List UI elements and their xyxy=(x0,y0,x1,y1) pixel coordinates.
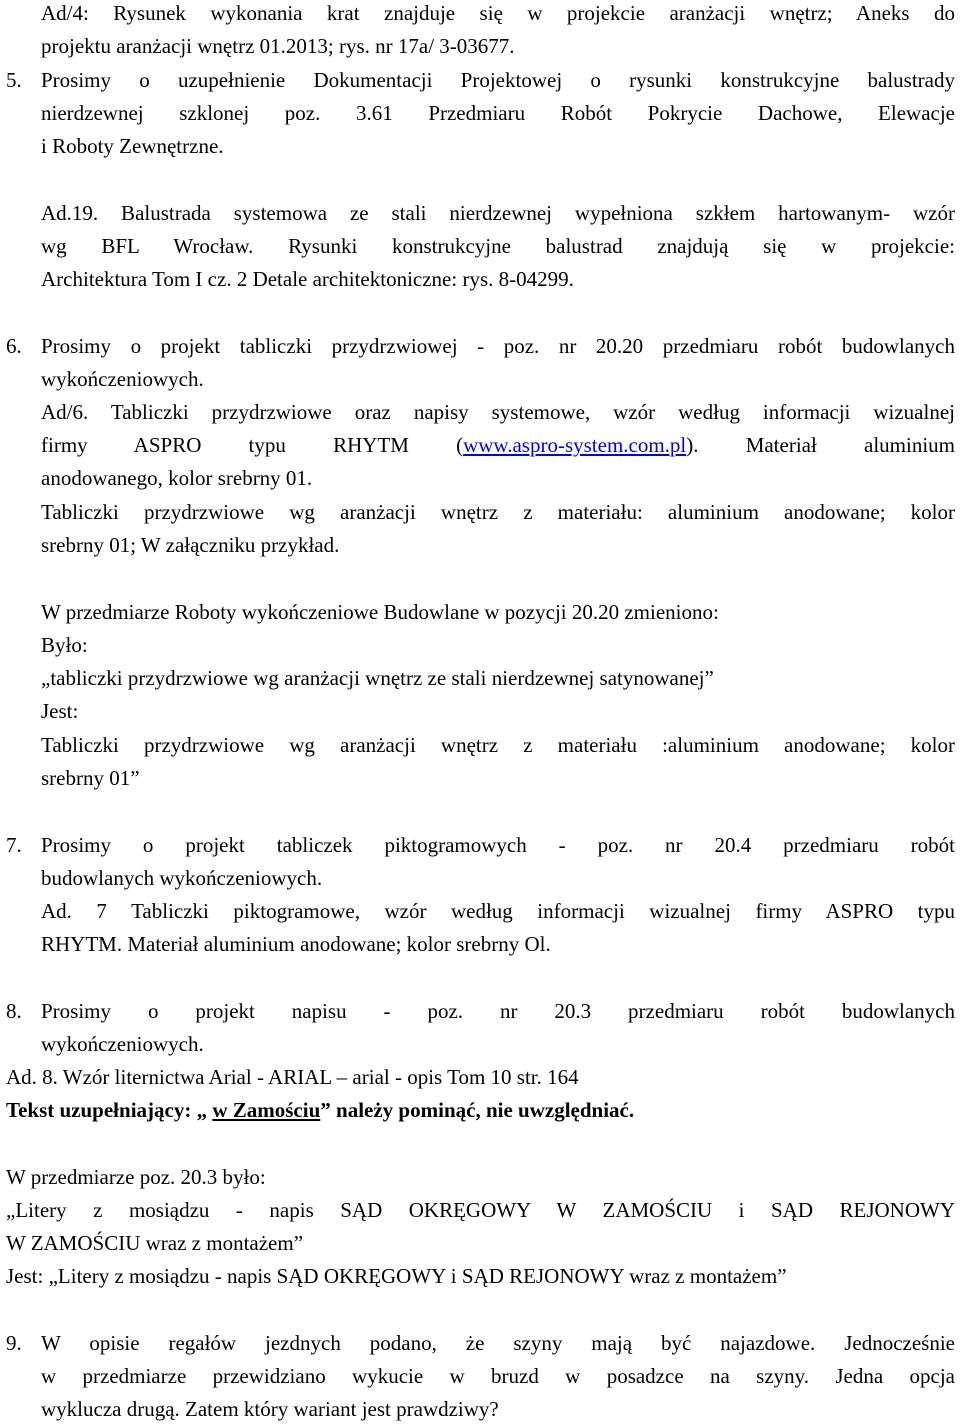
paragraph-line xyxy=(41,429,955,462)
paragraph-line: W przedmiarze poz. 20.3 było: xyxy=(6,1165,266,1189)
paragraph-line: w przedmiarze przewidziano wykucie w bruzd w posadzce na szyny. Jedna opcja xyxy=(41,1364,955,1388)
paragraph-line: Ad. 8. Wzór liternictwa Arial - ARIAL – arial - opis Tom 10 str. 164 xyxy=(6,1065,579,1089)
paragraph-line: „tabliczki przydrzwiowe wg aranżacji wnętrz ze stali nierdzewnej satynowanej” xyxy=(41,666,714,690)
item-number: 7. xyxy=(6,833,22,857)
paragraph-line: anodowanego, kolor srebrny 01. xyxy=(41,466,313,490)
paragraph-line: Ad.19. Balustrada systemowa ze stali nierdzewnej wypełniona szkłem hartowanym- wzór xyxy=(41,201,955,225)
underlined-text: w Zamościu xyxy=(212,1098,321,1122)
paragraph-line: projektu aranżacji wnętrz 01.2013; rys. nr 17a/ 3-03677. xyxy=(41,34,515,58)
paragraph-line: i Roboty Zewnętrzne. xyxy=(41,134,224,158)
paragraph-line: Prosimy o projekt tabliczek piktogramowych - poz. nr 20.4 przedmiaru robót xyxy=(41,833,955,857)
paragraph-line: Prosimy o projekt napisu - poz. nr 20.3 przedmiaru robót budowlanych xyxy=(41,999,955,1023)
paragraph-line: Jest: „Litery z mosiądzu - napis SĄD OKRĘGOWY i SĄD REJONOWY wraz z montażem” xyxy=(6,1264,787,1288)
line-text: firmy ASPRO typu RHYTM ( xyxy=(41,433,464,457)
paragraph-line: RHYTM. Materiał aluminium anodowane; kolor srebrny Ol. xyxy=(41,932,551,956)
paragraph-line: Prosimy o projekt tabliczki przydrzwiowej - poz. nr 20.20 przedmiaru robót budowlanych xyxy=(41,334,955,358)
paragraph-line: Ad/4: Rysunek wykonania krat znajduje się w projekcie aranżacji wnętrz; Aneks do xyxy=(41,1,955,25)
paragraph-line: budowlanych wykończeniowych. xyxy=(41,866,323,890)
paragraph-line: wg BFL Wrocław. Rysunki konstrukcyjne balustrad znajdują się w projekcie: xyxy=(41,234,955,258)
paragraph-line: nierdzewnej szklonej poz. 3.61 Przedmiaru Robót Pokrycie Dachowe, Elewacje xyxy=(41,101,955,125)
paragraph-line: Jest: xyxy=(41,699,79,723)
bold-text: Tekst uzupełniający: „ xyxy=(6,1098,213,1122)
item-number: 6. xyxy=(6,334,22,358)
paragraph-line: „Litery z mosiądzu - napis SĄD OKRĘGOWY W ZAMOŚCIU i SĄD REJONOWY xyxy=(6,1198,955,1222)
paragraph-line: Było: xyxy=(41,633,88,657)
paragraph-line: srebrny 01” xyxy=(41,766,140,790)
paragraph-line: Tabliczki przydrzwiowe wg aranżacji wnętrz z materiału: aluminium anodowane; kolor xyxy=(41,500,955,524)
paragraph-line: wykończeniowych. xyxy=(41,1032,204,1056)
item-number: 8. xyxy=(6,999,22,1023)
paragraph-line: Tabliczki przydrzwiowe wg aranżacji wnętrz z materiału :aluminium anodowane; kolor xyxy=(41,733,955,757)
paragraph-line: W opisie regałów jezdnych podano, że szyny mają być najazdowe. Jednocześnie xyxy=(41,1331,955,1355)
paragraph-line: Ad/6. Tabliczki przydrzwiowe oraz napisy systemowe, wzór według informacji wizualnej xyxy=(41,400,955,424)
aspro-website-link[interactable]: www.aspro-system.com.pl xyxy=(463,433,687,457)
paragraph-line: wyklucza drugą. Zatem który wariant jest prawdziwy? xyxy=(41,1397,499,1421)
line-text: ). Materiał aluminium xyxy=(686,433,955,457)
paragraph-line: wykończeniowych. xyxy=(41,367,204,391)
paragraph-line: W ZAMOŚCIU wraz z montażem” xyxy=(6,1231,304,1255)
paragraph-line: W przedmiarze Roboty wykończeniowe Budowlane w pozycji 20.20 zmieniono: xyxy=(41,600,719,624)
item-number: 9. xyxy=(6,1331,22,1355)
item-number: 5. xyxy=(6,68,22,92)
supplementary-text-line xyxy=(6,1094,634,1127)
paragraph-line: srebrny 01; W załączniku przykład. xyxy=(41,533,340,557)
paragraph-line: Prosimy o uzupełnienie Dokumentacji Projektowej o rysunki konstrukcyjne balustrady xyxy=(41,68,955,92)
paragraph-line: Ad. 7 Tabliczki piktogramowe, wzór według informacji wizualnej firmy ASPRO typu xyxy=(41,899,955,923)
paragraph-line: Architektura Tom I cz. 2 Detale architektoniczne: rys. 8-04299. xyxy=(41,267,574,291)
bold-text: ” należy pominąć, nie uwzględniać. xyxy=(320,1098,635,1122)
